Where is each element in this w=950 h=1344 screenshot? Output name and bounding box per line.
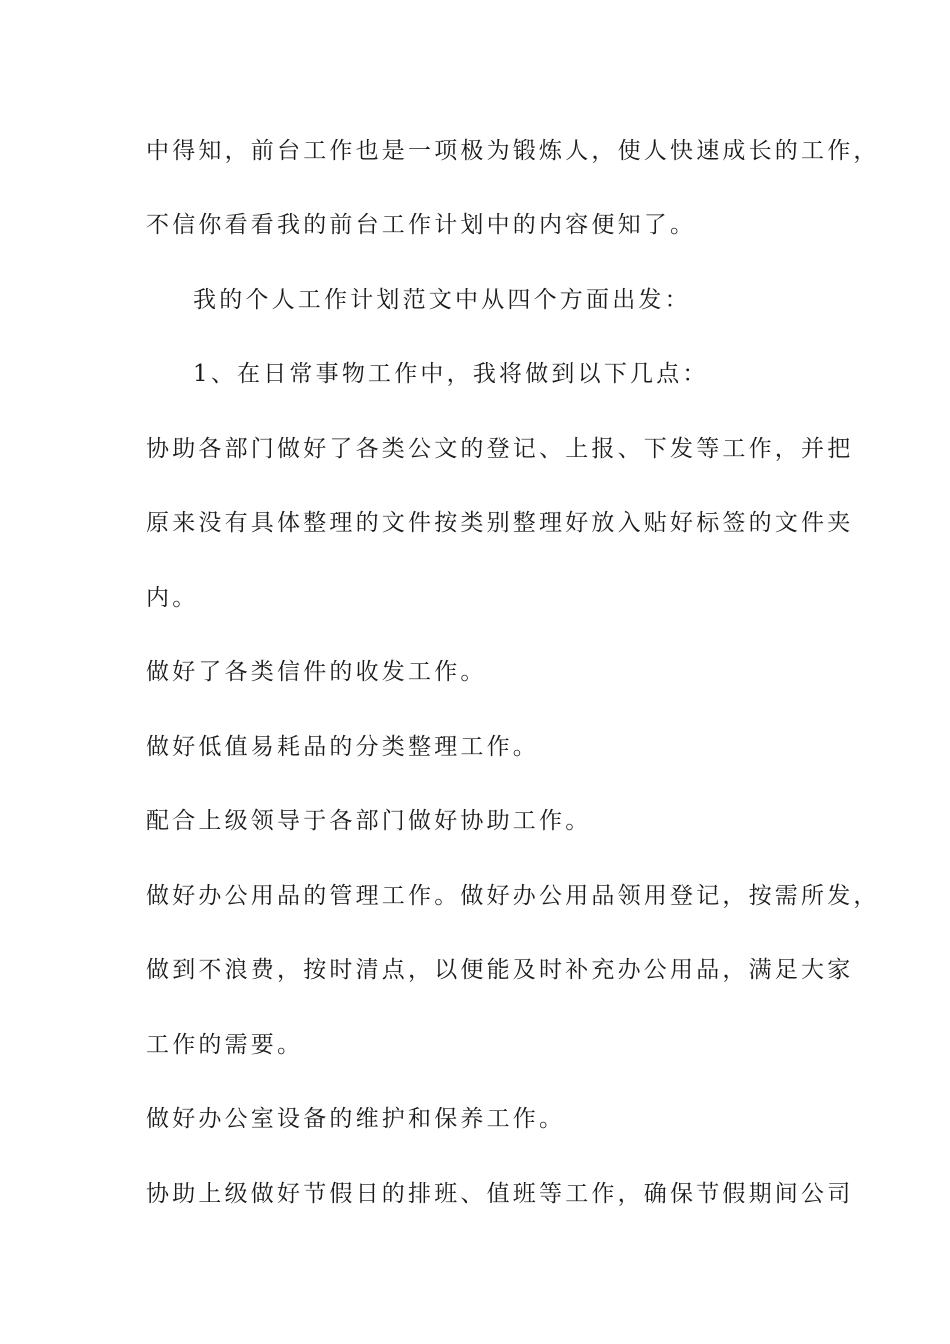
text-line: 做到不浪费，按时清点，以便能及时补充办公用品，满足大家 xyxy=(146,957,854,983)
text-line: 我的个人工作计划范文中从四个方面出发： xyxy=(193,287,691,313)
text-line: 原来没有具体整理的文件按类别整理好放入贴好标签的文件夹 xyxy=(146,510,854,536)
text-line: 1、在日常事物工作中，我将做到以下几点： xyxy=(193,361,709,387)
text-line: 做好办公室设备的维护和保养工作。 xyxy=(146,1106,566,1132)
text-line: 协助各部门做好了各类公文的登记、上报、下发等工作，并把 xyxy=(146,436,854,462)
text-line: 做好了各类信件的收发工作。 xyxy=(146,659,487,685)
text-line: 配合上级领导于各部门做好协助工作。 xyxy=(146,808,592,834)
text-line: 中得知，前台工作也是一项极为锻炼人，使人快速成长的工作， xyxy=(146,138,880,164)
text-line: 做好低值易耗品的分类整理工作。 xyxy=(146,734,539,760)
text-line: 内。 xyxy=(146,585,199,611)
text-line: 工作的需要。 xyxy=(146,1032,304,1058)
text-line: 协助上级做好节假日的排班、值班等工作，确保节假期间公司 xyxy=(146,1181,854,1207)
text-line: 做好办公用品的管理工作。做好办公用品领用登记，按需所发， xyxy=(146,883,880,909)
text-line: 不信你看看我的前台工作计划中的内容便知了。 xyxy=(146,212,697,238)
